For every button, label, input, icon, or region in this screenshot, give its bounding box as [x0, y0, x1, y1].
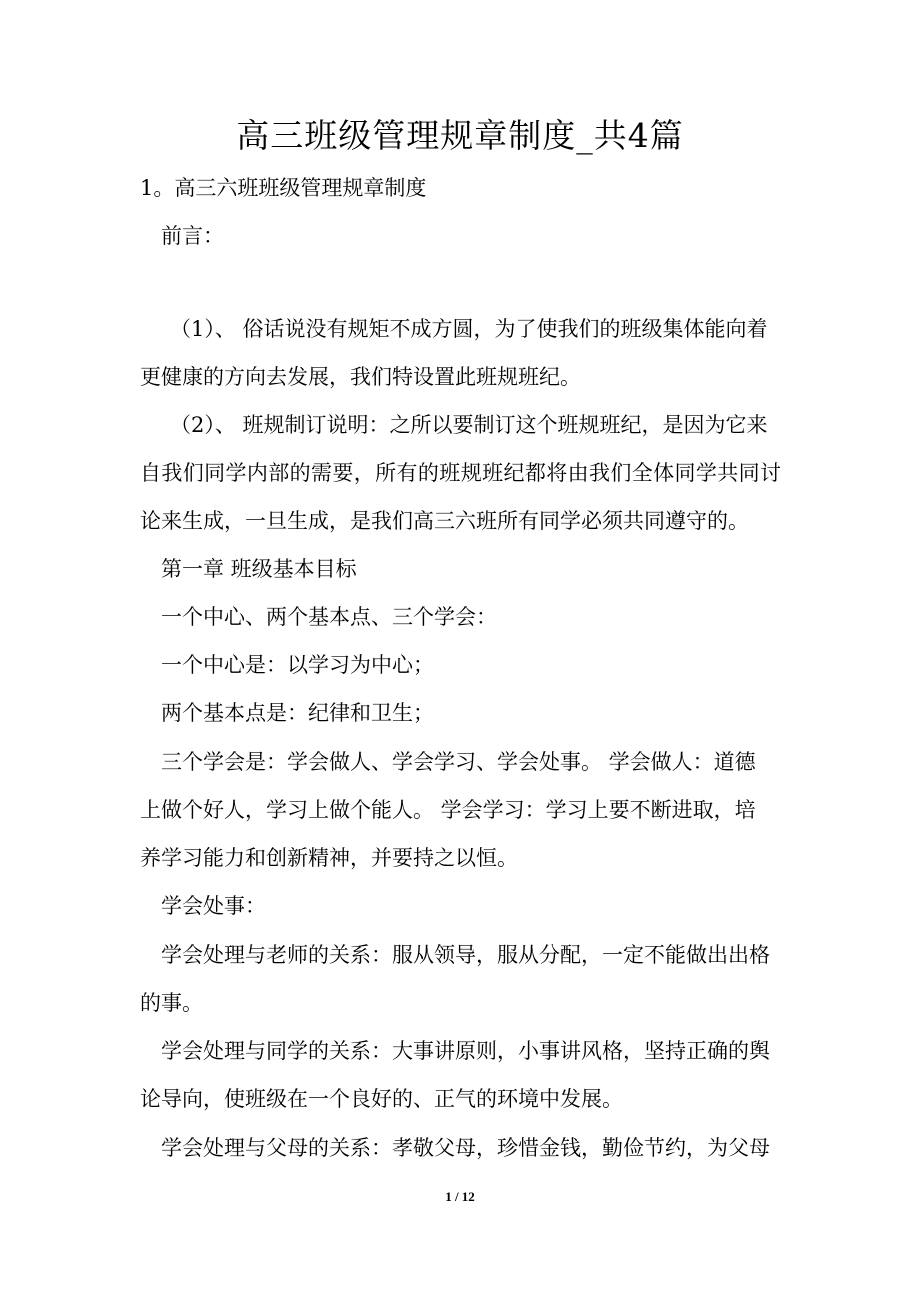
paragraph-line: 学会处理与老师的关系：服从领导，服从分配，一定不能做出出格 — [161, 943, 770, 967]
paragraph-line: 养学习能力和创新精神，并要持之以恒。 — [140, 846, 518, 870]
paragraph-line: 更健康的方向去发展，我们特设置此班规班纪。 — [140, 365, 581, 389]
page-number: 1 / 12 — [445, 1189, 475, 1204]
paragraph-line: 的事。 — [140, 991, 203, 1015]
chapter-heading: 第一章 班级基本目标 — [161, 557, 357, 581]
paragraph-line: （2）、 班规制订说明：之所以要制订这个班规班纪，是因为它来 — [170, 413, 768, 437]
section-heading: 1。高三六班班级管理规章制度 — [140, 176, 427, 200]
paragraph-line: 学会处理与父母的关系：孝敬父母，珍惜金钱，勤俭节约，为父母 — [161, 1136, 770, 1160]
paragraph-line: 论来生成，一旦生成，是我们高三六班所有同学必须共同遵守的。 — [140, 509, 749, 533]
paragraph-line: 学会处事： — [161, 894, 266, 918]
paragraph-line: 两个基本点是：纪律和卫生； — [161, 701, 434, 725]
paragraph-line: 上做个好人，学习上做个能人。 学会学习：学习上要不断进取，培 — [140, 798, 756, 822]
paragraph-line: 学会处理与同学的关系：大事讲原则，小事讲风格，坚持正确的舆 — [161, 1039, 770, 1063]
paragraph-line: 论导向，使班级在一个良好的、正气的环境中发展。 — [140, 1087, 623, 1111]
paragraph-line: 一个中心是：以学习为中心； — [161, 653, 434, 677]
document-title: 高三班级管理规章制度_共4篇 — [236, 116, 684, 155]
paragraph-line: 三个学会是：学会做人、学会学习、学会处事。 学会做人：道德 — [161, 750, 756, 774]
paragraph-line: 前言： — [161, 224, 224, 248]
paragraph-line: （1）、 俗话说没有规矩不成方圆，为了使我们的班级集体能向着 — [170, 317, 768, 341]
paragraph-line: 自我们同学内部的需要，所有的班规班纪都将由我们全体同学共同讨 — [140, 461, 781, 485]
paragraph-line: 一个中心、两个基本点、三个学会： — [161, 605, 497, 629]
